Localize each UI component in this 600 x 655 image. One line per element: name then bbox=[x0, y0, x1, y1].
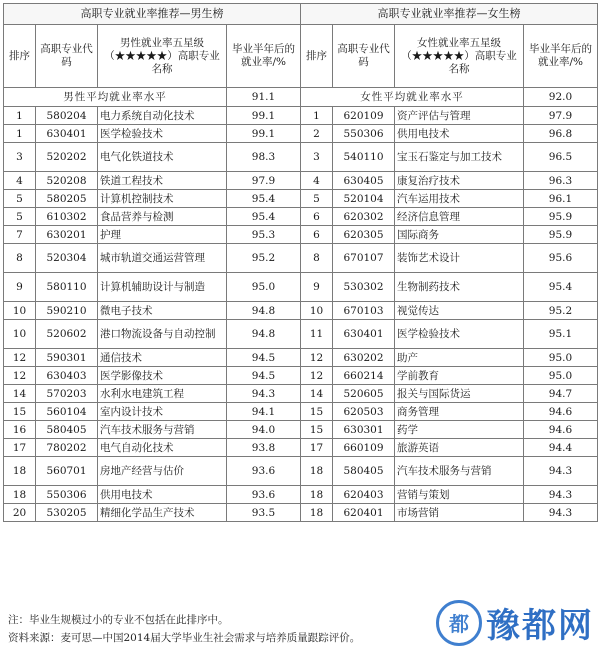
table-row bbox=[4, 125, 598, 143]
male-major-name: 医学影像技术 bbox=[98, 367, 227, 385]
female-code: 630301 bbox=[333, 421, 395, 439]
female-rate: 94.4 bbox=[524, 439, 598, 457]
female-major-name: 学前教育 bbox=[395, 367, 524, 385]
male-rank: 12 bbox=[4, 349, 36, 367]
female-header-code: 高职专业代码 bbox=[333, 25, 395, 88]
female-major-name: 视觉传达 bbox=[395, 302, 524, 320]
female-code: 540110 bbox=[333, 143, 395, 172]
male-rate: 94.3 bbox=[227, 385, 301, 403]
male-rate: 93.6 bbox=[227, 486, 301, 504]
male-code: 580205 bbox=[36, 190, 98, 208]
male-rate: 97.9 bbox=[227, 172, 301, 190]
table-row bbox=[4, 273, 598, 302]
female-rate: 95.9 bbox=[524, 226, 598, 244]
male-major-name: 水利水电建筑工程 bbox=[98, 385, 227, 403]
female-code: 620305 bbox=[333, 226, 395, 244]
female-rate: 94.3 bbox=[524, 457, 598, 486]
female-rate: 95.1 bbox=[524, 320, 598, 349]
table-row bbox=[4, 385, 598, 403]
table-row bbox=[4, 320, 598, 349]
table-row bbox=[4, 367, 598, 385]
female-major-name: 宝玉石鉴定与加工技术 bbox=[395, 143, 524, 172]
female-major-name: 旅游英语 bbox=[395, 439, 524, 457]
female-rate: 95.6 bbox=[524, 244, 598, 273]
male-rank: 12 bbox=[4, 367, 36, 385]
female-rate: 95.9 bbox=[524, 208, 598, 226]
male-rank: 7 bbox=[4, 226, 36, 244]
female-rate: 94.6 bbox=[524, 403, 598, 421]
male-major-name: 室内设计技术 bbox=[98, 403, 227, 421]
female-code: 620109 bbox=[333, 107, 395, 125]
male-rate: 94.5 bbox=[227, 349, 301, 367]
female-major-name: 商务管理 bbox=[395, 403, 524, 421]
female-major-name: 装饰艺术设计 bbox=[395, 244, 524, 273]
female-rank: 10 bbox=[301, 302, 333, 320]
watermark-logo bbox=[436, 598, 594, 647]
female-rank: 12 bbox=[301, 349, 333, 367]
male-rank: 10 bbox=[4, 302, 36, 320]
male-major-name: 电气自动化技术 bbox=[98, 439, 227, 457]
female-code: 530302 bbox=[333, 273, 395, 302]
male-rank: 20 bbox=[4, 504, 36, 522]
male-rank: 5 bbox=[4, 190, 36, 208]
male-rank: 1 bbox=[4, 107, 36, 125]
female-major-name: 汽车技术服务与营销 bbox=[395, 457, 524, 486]
table-row bbox=[4, 403, 598, 421]
female-rank: 11 bbox=[301, 320, 333, 349]
male-rank: 17 bbox=[4, 439, 36, 457]
male-major-name: 计算机辅助设计与制造 bbox=[98, 273, 227, 302]
male-major-name: 电力系统自动化技术 bbox=[98, 107, 227, 125]
female-rank: 12 bbox=[301, 367, 333, 385]
male-rate: 93.5 bbox=[227, 504, 301, 522]
female-rate: 96.8 bbox=[524, 125, 598, 143]
female-rank: 18 bbox=[301, 504, 333, 522]
male-rank: 9 bbox=[4, 273, 36, 302]
table-row bbox=[4, 107, 598, 125]
male-code: 630201 bbox=[36, 226, 98, 244]
male-code: 580110 bbox=[36, 273, 98, 302]
female-major-name: 助产 bbox=[395, 349, 524, 367]
male-code: 560701 bbox=[36, 457, 98, 486]
male-rank: 14 bbox=[4, 385, 36, 403]
male-header-code: 高职专业代码 bbox=[36, 25, 98, 88]
female-rank: 3 bbox=[301, 143, 333, 172]
male-major-name: 铁道工程技术 bbox=[98, 172, 227, 190]
female-rank: 1 bbox=[301, 107, 333, 125]
female-rank: 15 bbox=[301, 421, 333, 439]
female-rate: 95.0 bbox=[524, 367, 598, 385]
female-average-label: 女性平均就业率水平 bbox=[301, 88, 524, 107]
male-code: 530205 bbox=[36, 504, 98, 522]
female-rate: 95.2 bbox=[524, 302, 598, 320]
female-rank: 15 bbox=[301, 403, 333, 421]
female-major-name: 营销与策划 bbox=[395, 486, 524, 504]
female-major-name: 资产评估与管理 bbox=[395, 107, 524, 125]
male-major-name: 护理 bbox=[98, 226, 227, 244]
female-code: 520605 bbox=[333, 385, 395, 403]
male-code: 520304 bbox=[36, 244, 98, 273]
male-rank: 18 bbox=[4, 486, 36, 504]
female-rank: 6 bbox=[301, 208, 333, 226]
female-rank: 8 bbox=[301, 244, 333, 273]
male-header-name: 男性就业率五星级（★★★★★）高职专业名称 bbox=[98, 25, 227, 88]
female-code: 620403 bbox=[333, 486, 395, 504]
table-title-row bbox=[4, 4, 598, 25]
table-row bbox=[4, 439, 598, 457]
male-rate: 94.1 bbox=[227, 403, 301, 421]
male-rank: 4 bbox=[4, 172, 36, 190]
female-major-name: 康复治疗技术 bbox=[395, 172, 524, 190]
table-row bbox=[4, 172, 598, 190]
female-code: 550306 bbox=[333, 125, 395, 143]
table-row bbox=[4, 226, 598, 244]
male-code: 630401 bbox=[36, 125, 98, 143]
male-major-name: 供用电技术 bbox=[98, 486, 227, 504]
female-rate: 94.7 bbox=[524, 385, 598, 403]
male-rate: 95.2 bbox=[227, 244, 301, 273]
female-code: 630202 bbox=[333, 349, 395, 367]
male-major-name: 房地产经营与估价 bbox=[98, 457, 227, 486]
female-rate: 96.1 bbox=[524, 190, 598, 208]
watermark-badge-icon: 都 bbox=[436, 600, 482, 646]
female-code: 520104 bbox=[333, 190, 395, 208]
male-code: 520202 bbox=[36, 143, 98, 172]
female-code: 660214 bbox=[333, 367, 395, 385]
male-rate: 95.4 bbox=[227, 208, 301, 226]
female-code: 630405 bbox=[333, 172, 395, 190]
female-rank: 9 bbox=[301, 273, 333, 302]
female-major-name: 供用电技术 bbox=[395, 125, 524, 143]
male-rate: 94.8 bbox=[227, 302, 301, 320]
male-code: 780202 bbox=[36, 439, 98, 457]
male-rank: 16 bbox=[4, 421, 36, 439]
male-rank: 5 bbox=[4, 208, 36, 226]
female-rank: 14 bbox=[301, 385, 333, 403]
female-code: 620401 bbox=[333, 504, 395, 522]
female-header-name: 女性就业率五星级（★★★★★）高职专业名称 bbox=[395, 25, 524, 88]
male-code: 590210 bbox=[36, 302, 98, 320]
female-average-value: 92.0 bbox=[524, 88, 598, 107]
table-row bbox=[4, 421, 598, 439]
male-major-name: 港口物流设备与自动控制 bbox=[98, 320, 227, 349]
female-code: 670107 bbox=[333, 244, 395, 273]
male-rate: 99.1 bbox=[227, 125, 301, 143]
footnote: 注：毕业生规模过小的专业不包括在此排序中。 bbox=[8, 614, 229, 626]
male-major-name: 计算机控制技术 bbox=[98, 190, 227, 208]
female-rate: 94.3 bbox=[524, 504, 598, 522]
male-rate: 95.0 bbox=[227, 273, 301, 302]
female-code: 630401 bbox=[333, 320, 395, 349]
male-table-title: 高职专业就业率推荐—男生榜 bbox=[4, 4, 301, 25]
male-major-name: 城市轨道交通运营管理 bbox=[98, 244, 227, 273]
male-code: 560104 bbox=[36, 403, 98, 421]
male-code: 580405 bbox=[36, 421, 98, 439]
employment-rate-table bbox=[3, 3, 598, 522]
male-rate: 93.6 bbox=[227, 457, 301, 486]
female-rate: 97.9 bbox=[524, 107, 598, 125]
male-rate: 98.3 bbox=[227, 143, 301, 172]
female-code: 580405 bbox=[333, 457, 395, 486]
female-major-name: 经济信息管理 bbox=[395, 208, 524, 226]
table-row bbox=[4, 302, 598, 320]
male-code: 580204 bbox=[36, 107, 98, 125]
female-major-name: 医学检验技术 bbox=[395, 320, 524, 349]
male-code: 520602 bbox=[36, 320, 98, 349]
average-rate-row bbox=[4, 88, 598, 107]
male-rate: 94.5 bbox=[227, 367, 301, 385]
female-major-name: 汽车运用技术 bbox=[395, 190, 524, 208]
male-major-name: 汽车技术服务与营销 bbox=[98, 421, 227, 439]
male-code: 610302 bbox=[36, 208, 98, 226]
male-rank: 8 bbox=[4, 244, 36, 273]
male-major-name: 医学检验技术 bbox=[98, 125, 227, 143]
male-rank: 15 bbox=[4, 403, 36, 421]
male-header-rank: 排序 bbox=[4, 25, 36, 88]
male-rate: 95.4 bbox=[227, 190, 301, 208]
female-code: 670103 bbox=[333, 302, 395, 320]
female-major-name: 市场营销 bbox=[395, 504, 524, 522]
male-average-value: 91.1 bbox=[227, 88, 301, 107]
female-header-rank: 排序 bbox=[301, 25, 333, 88]
male-major-name: 电气化铁道技术 bbox=[98, 143, 227, 172]
male-code: 550306 bbox=[36, 486, 98, 504]
table-header-row bbox=[4, 25, 598, 88]
female-rate: 94.3 bbox=[524, 486, 598, 504]
female-rate: 96.3 bbox=[524, 172, 598, 190]
table-row bbox=[4, 143, 598, 172]
male-major-name: 精细化学品生产技术 bbox=[98, 504, 227, 522]
male-rank: 3 bbox=[4, 143, 36, 172]
male-header-rate: 毕业半年后的就业率/% bbox=[227, 25, 301, 88]
female-major-name: 报关与国际货运 bbox=[395, 385, 524, 403]
male-code: 630403 bbox=[36, 367, 98, 385]
female-code: 660109 bbox=[333, 439, 395, 457]
male-rate: 94.8 bbox=[227, 320, 301, 349]
female-rate: 95.4 bbox=[524, 273, 598, 302]
female-rank: 5 bbox=[301, 190, 333, 208]
table-row bbox=[4, 457, 598, 486]
female-code: 620503 bbox=[333, 403, 395, 421]
female-rate: 95.0 bbox=[524, 349, 598, 367]
table-row bbox=[4, 190, 598, 208]
table-row bbox=[4, 504, 598, 522]
female-rank: 6 bbox=[301, 226, 333, 244]
female-table-title: 高职专业就业率推荐—女生榜 bbox=[301, 4, 598, 25]
female-rank: 2 bbox=[301, 125, 333, 143]
female-major-name: 生物制药技术 bbox=[395, 273, 524, 302]
male-rate: 94.0 bbox=[227, 421, 301, 439]
female-rank: 17 bbox=[301, 439, 333, 457]
female-major-name: 药学 bbox=[395, 421, 524, 439]
male-major-name: 食品营养与检测 bbox=[98, 208, 227, 226]
female-header-rate: 毕业半年后的就业率/% bbox=[524, 25, 598, 88]
female-rank: 4 bbox=[301, 172, 333, 190]
male-code: 570203 bbox=[36, 385, 98, 403]
female-rank: 18 bbox=[301, 457, 333, 486]
male-code: 520208 bbox=[36, 172, 98, 190]
female-rate: 96.5 bbox=[524, 143, 598, 172]
watermark-text: 豫都网 bbox=[486, 606, 594, 646]
male-rate: 95.3 bbox=[227, 226, 301, 244]
table-row bbox=[4, 349, 598, 367]
ranking-document bbox=[3, 3, 597, 522]
male-rank: 18 bbox=[4, 457, 36, 486]
source-note: 资料来源：麦可思—中国2014届大学毕业生社会需求与培养质量跟踪评价。 bbox=[8, 632, 361, 644]
female-major-name: 国际商务 bbox=[395, 226, 524, 244]
female-rate: 94.6 bbox=[524, 421, 598, 439]
male-rate: 99.1 bbox=[227, 107, 301, 125]
table-row bbox=[4, 486, 598, 504]
female-code: 620302 bbox=[333, 208, 395, 226]
male-rank: 1 bbox=[4, 125, 36, 143]
male-code: 590301 bbox=[36, 349, 98, 367]
male-rate: 93.8 bbox=[227, 439, 301, 457]
male-average-label: 男性平均就业率水平 bbox=[4, 88, 227, 107]
table-row bbox=[4, 208, 598, 226]
female-rank: 18 bbox=[301, 486, 333, 504]
male-major-name: 微电子技术 bbox=[98, 302, 227, 320]
table-row bbox=[4, 244, 598, 273]
male-rank: 10 bbox=[4, 320, 36, 349]
male-major-name: 通信技术 bbox=[98, 349, 227, 367]
